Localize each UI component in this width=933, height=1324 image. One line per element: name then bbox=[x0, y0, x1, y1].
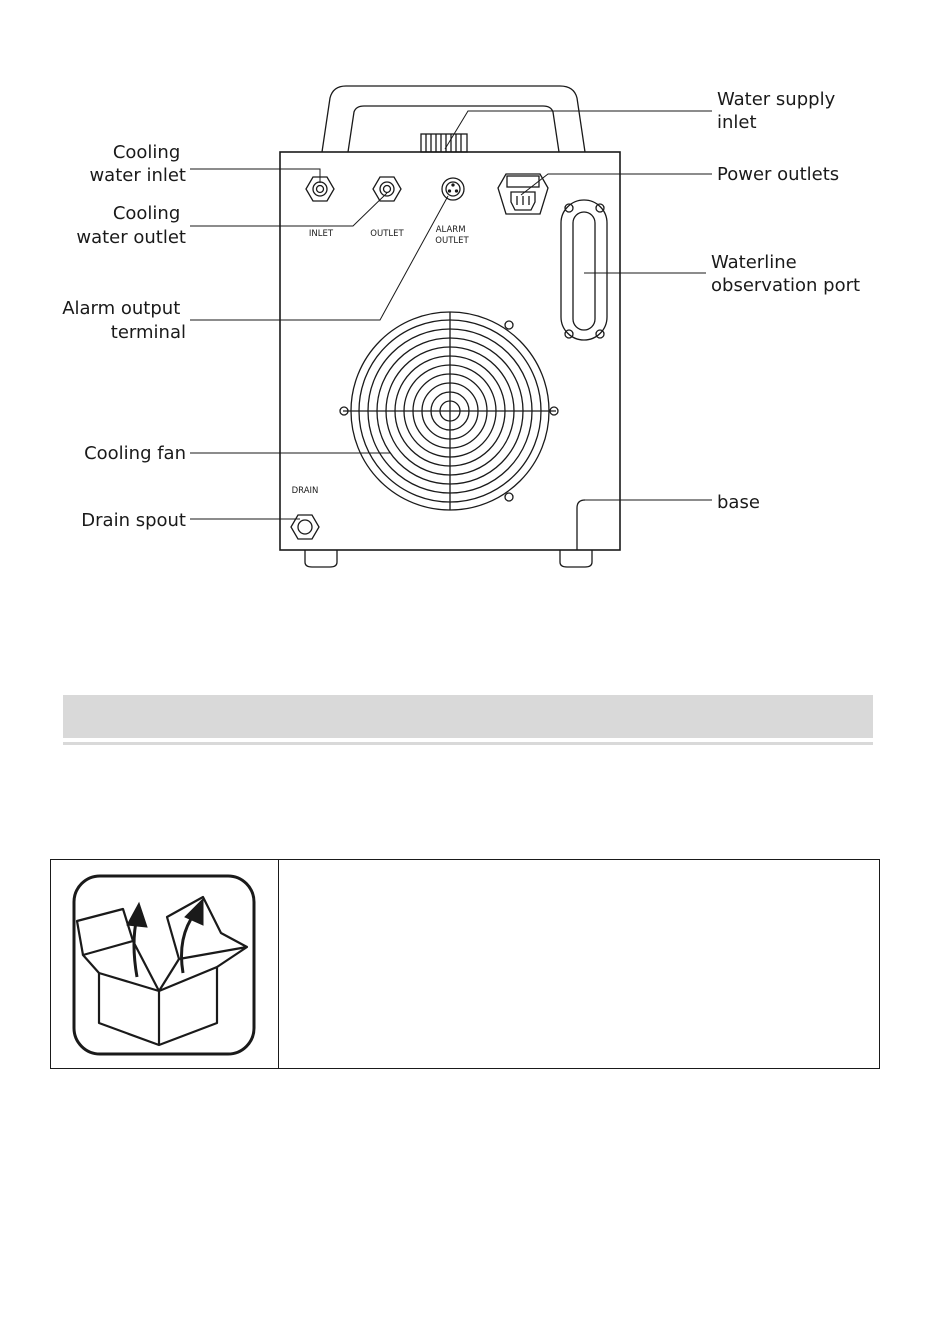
carry-handle bbox=[322, 86, 585, 152]
notice-box bbox=[50, 859, 880, 1069]
section-header-bar bbox=[63, 695, 873, 738]
section-divider bbox=[63, 742, 873, 745]
base-corner bbox=[577, 500, 585, 550]
label-power-outlets: Power outlets bbox=[717, 164, 840, 185]
panel-label-alarm-outlet: ALARM OUTLET bbox=[435, 225, 469, 246]
panel-label-inlet: INLET bbox=[308, 229, 334, 239]
foot-left bbox=[305, 550, 337, 567]
waterline-observation-window bbox=[561, 200, 607, 340]
leader-cooling-water-inlet bbox=[190, 169, 320, 183]
chiller-rear-diagram bbox=[0, 0, 933, 600]
label-cooling-fan: Cooling fan bbox=[84, 443, 186, 464]
label-drain-spout: Drain spout bbox=[81, 510, 186, 531]
label-water-supply-inlet: Water supply inlet bbox=[717, 89, 836, 133]
water-supply-inlet-cap bbox=[421, 134, 467, 152]
alarm-output-connector bbox=[442, 178, 464, 200]
leader-cooling-water-outlet bbox=[190, 193, 387, 226]
panel-label-drain: DRAIN bbox=[291, 486, 319, 496]
notice-icon-cell bbox=[51, 860, 279, 1068]
label-waterline-observation-port: Waterline observation port bbox=[711, 252, 861, 296]
label-alarm-output-terminal: Alarm output terminal bbox=[62, 298, 186, 343]
leader-alarm-output-terminal bbox=[190, 196, 448, 320]
panel-label-outlet: OUTLET bbox=[370, 229, 404, 239]
label-base: base bbox=[717, 492, 760, 513]
cooling-fan-guard bbox=[340, 312, 558, 510]
notice-text-cell bbox=[279, 860, 879, 1068]
label-cooling-water-inlet: Cooling water inlet bbox=[89, 142, 186, 186]
label-cooling-water-outlet: Cooling water outlet bbox=[76, 203, 186, 248]
open-box-icon bbox=[71, 873, 257, 1057]
cooling-water-outlet-fitting bbox=[373, 177, 401, 201]
leader-power-outlets bbox=[521, 174, 712, 195]
leader-water-supply-inlet bbox=[445, 111, 712, 149]
foot-right bbox=[560, 550, 592, 567]
